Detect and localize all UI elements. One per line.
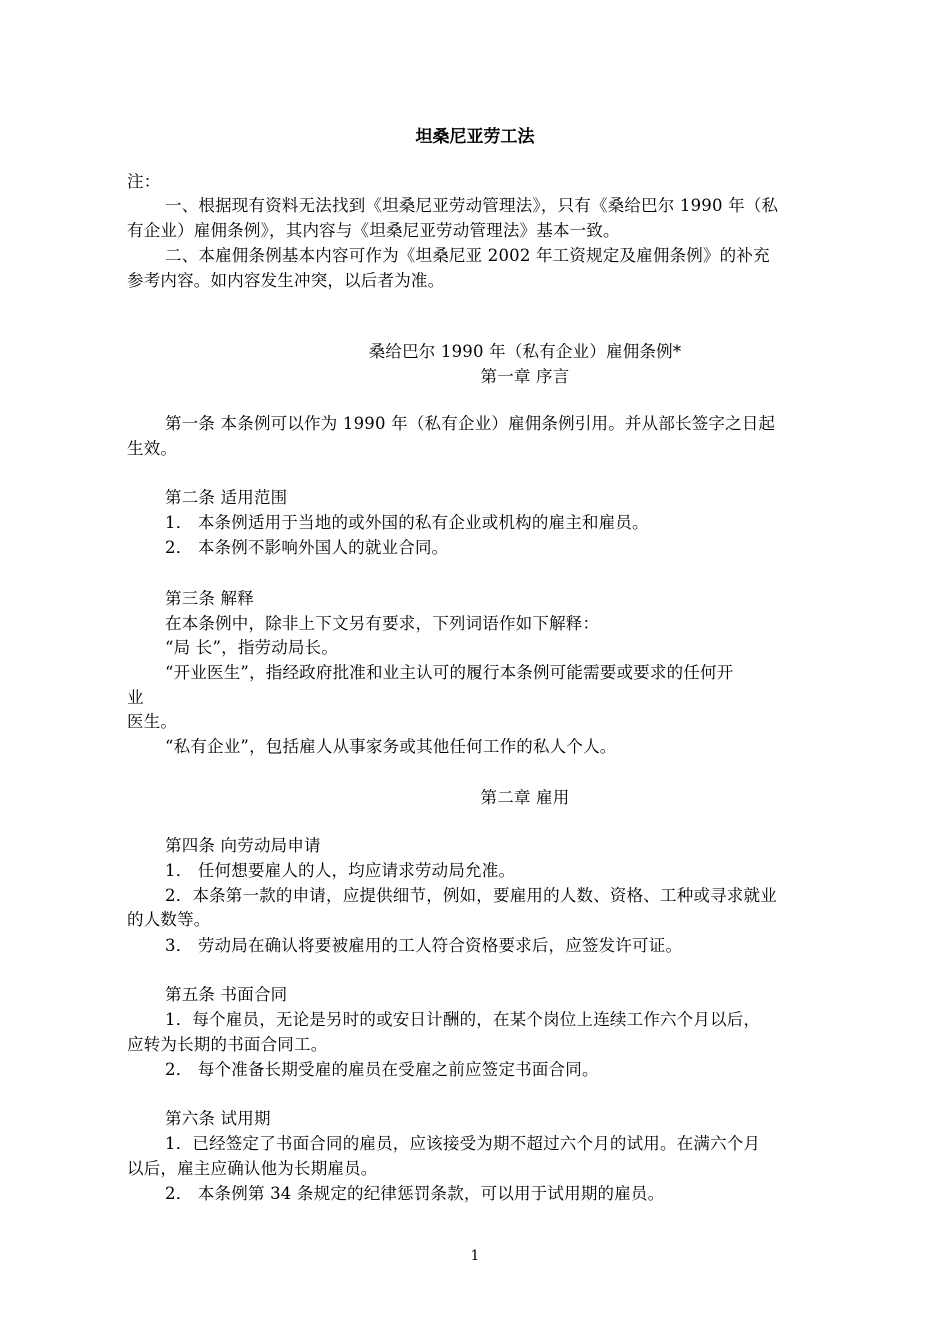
article-2-heading: 第二条 适用范围 <box>165 488 288 507</box>
article-3-def-private: “私有企业”，包括雇人从事家务或其他任何工作的私人个人。 <box>165 737 617 756</box>
article-6-item-1-line-1: 1．已经签定了书面合同的雇员，应该接受为期不超过六个月的试用。在满六个月 <box>165 1134 761 1153</box>
article-4-item-1: 1． 任何想要雇人的人，均应请求劳动局允准。 <box>165 861 516 880</box>
article-6-item-2: 2． 本条例第 34 条规定的纪律惩罚条款，可以用于试用期的雇员。 <box>165 1184 665 1203</box>
note-label: 注： <box>127 172 161 191</box>
document-title: 坦桑尼亚劳工法 <box>415 127 535 147</box>
article-1-line-2: 生效。 <box>127 439 178 458</box>
chapter-1-heading: 第一章 序言 <box>480 367 570 386</box>
article-6-heading: 第六条 试用期 <box>165 1109 271 1128</box>
article-4-heading: 第四条 向劳动局申请 <box>165 836 321 855</box>
article-3-intro: 在本条例中，除非上下文另有要求，下列词语作如下解释： <box>165 614 600 633</box>
regulation-title: 桑给巴尔 1990 年（私有企业）雇佣条例* <box>368 342 682 361</box>
article-3-def-doctor-2: 业 <box>127 688 144 707</box>
article-3-def-director: “局 长”，指劳动局长。 <box>165 638 339 657</box>
article-5-heading: 第五条 书面合同 <box>165 985 288 1004</box>
article-1-line-1: 第一条 本条例可以作为 1990 年（私有企业）雇佣条例引用。并从部长签字之日起 <box>165 414 776 433</box>
article-5-item-1-line-1: 1．每个雇员，无论是另时的或安日计酬的，在某个岗位上连续工作六个月以后， <box>165 1010 761 1029</box>
page-number: 1 <box>470 1248 480 1264</box>
article-2-item-2: 2． 本条例不影响外国人的就业合同。 <box>165 538 449 557</box>
article-3-def-doctor-3: 医生。 <box>127 712 178 731</box>
article-2-item-1: 1． 本条例适用于当地的或外国的私有企业或机构的雇主和雇员。 <box>165 513 649 532</box>
article-5-item-2: 2． 每个准备长期受雇的雇员在受雇之前应签定书面合同。 <box>165 1060 599 1079</box>
article-4-item-2-line-2: 的人数等。 <box>127 910 211 929</box>
note-1-line-2: 有企业）雇佣条例》，其内容与《坦桑尼亚劳动管理法》基本一致。 <box>127 221 620 240</box>
note-2-line-2: 参考内容。如内容发生冲突，以后者为准。 <box>127 271 445 290</box>
chapter-2-heading: 第二章 雇用 <box>480 788 570 807</box>
note-2-line-1: 二、本雇佣条例基本内容可作为《坦桑尼亚 2002 年工资规定及雇佣条例》的补充 <box>165 246 770 265</box>
article-3-def-doctor-1: “开业医生”，指经政府批准和业主认可的履行本条例可能需要或要求的任何开 <box>165 663 734 682</box>
article-4-item-3: 3． 劳动局在确认将要被雇用的工人符合资格要求后，应签发许可证。 <box>165 936 683 955</box>
article-3-heading: 第三条 解释 <box>165 589 254 608</box>
note-1-line-1: 一、根据现有资料无法找到《坦桑尼亚劳动管理法》，只有《桑给巴尔 1990 年（私 <box>165 196 779 215</box>
article-4-item-2-line-1: 2．本条第一款的申请，应提供细节，例如，要雇用的人数、资格、工种或寻求就业 <box>165 886 777 905</box>
article-6-item-1-line-2: 以后，雇主应确认他为长期雇员。 <box>127 1159 378 1178</box>
article-5-item-1-line-2: 应转为长期的书面合同工。 <box>127 1035 328 1054</box>
